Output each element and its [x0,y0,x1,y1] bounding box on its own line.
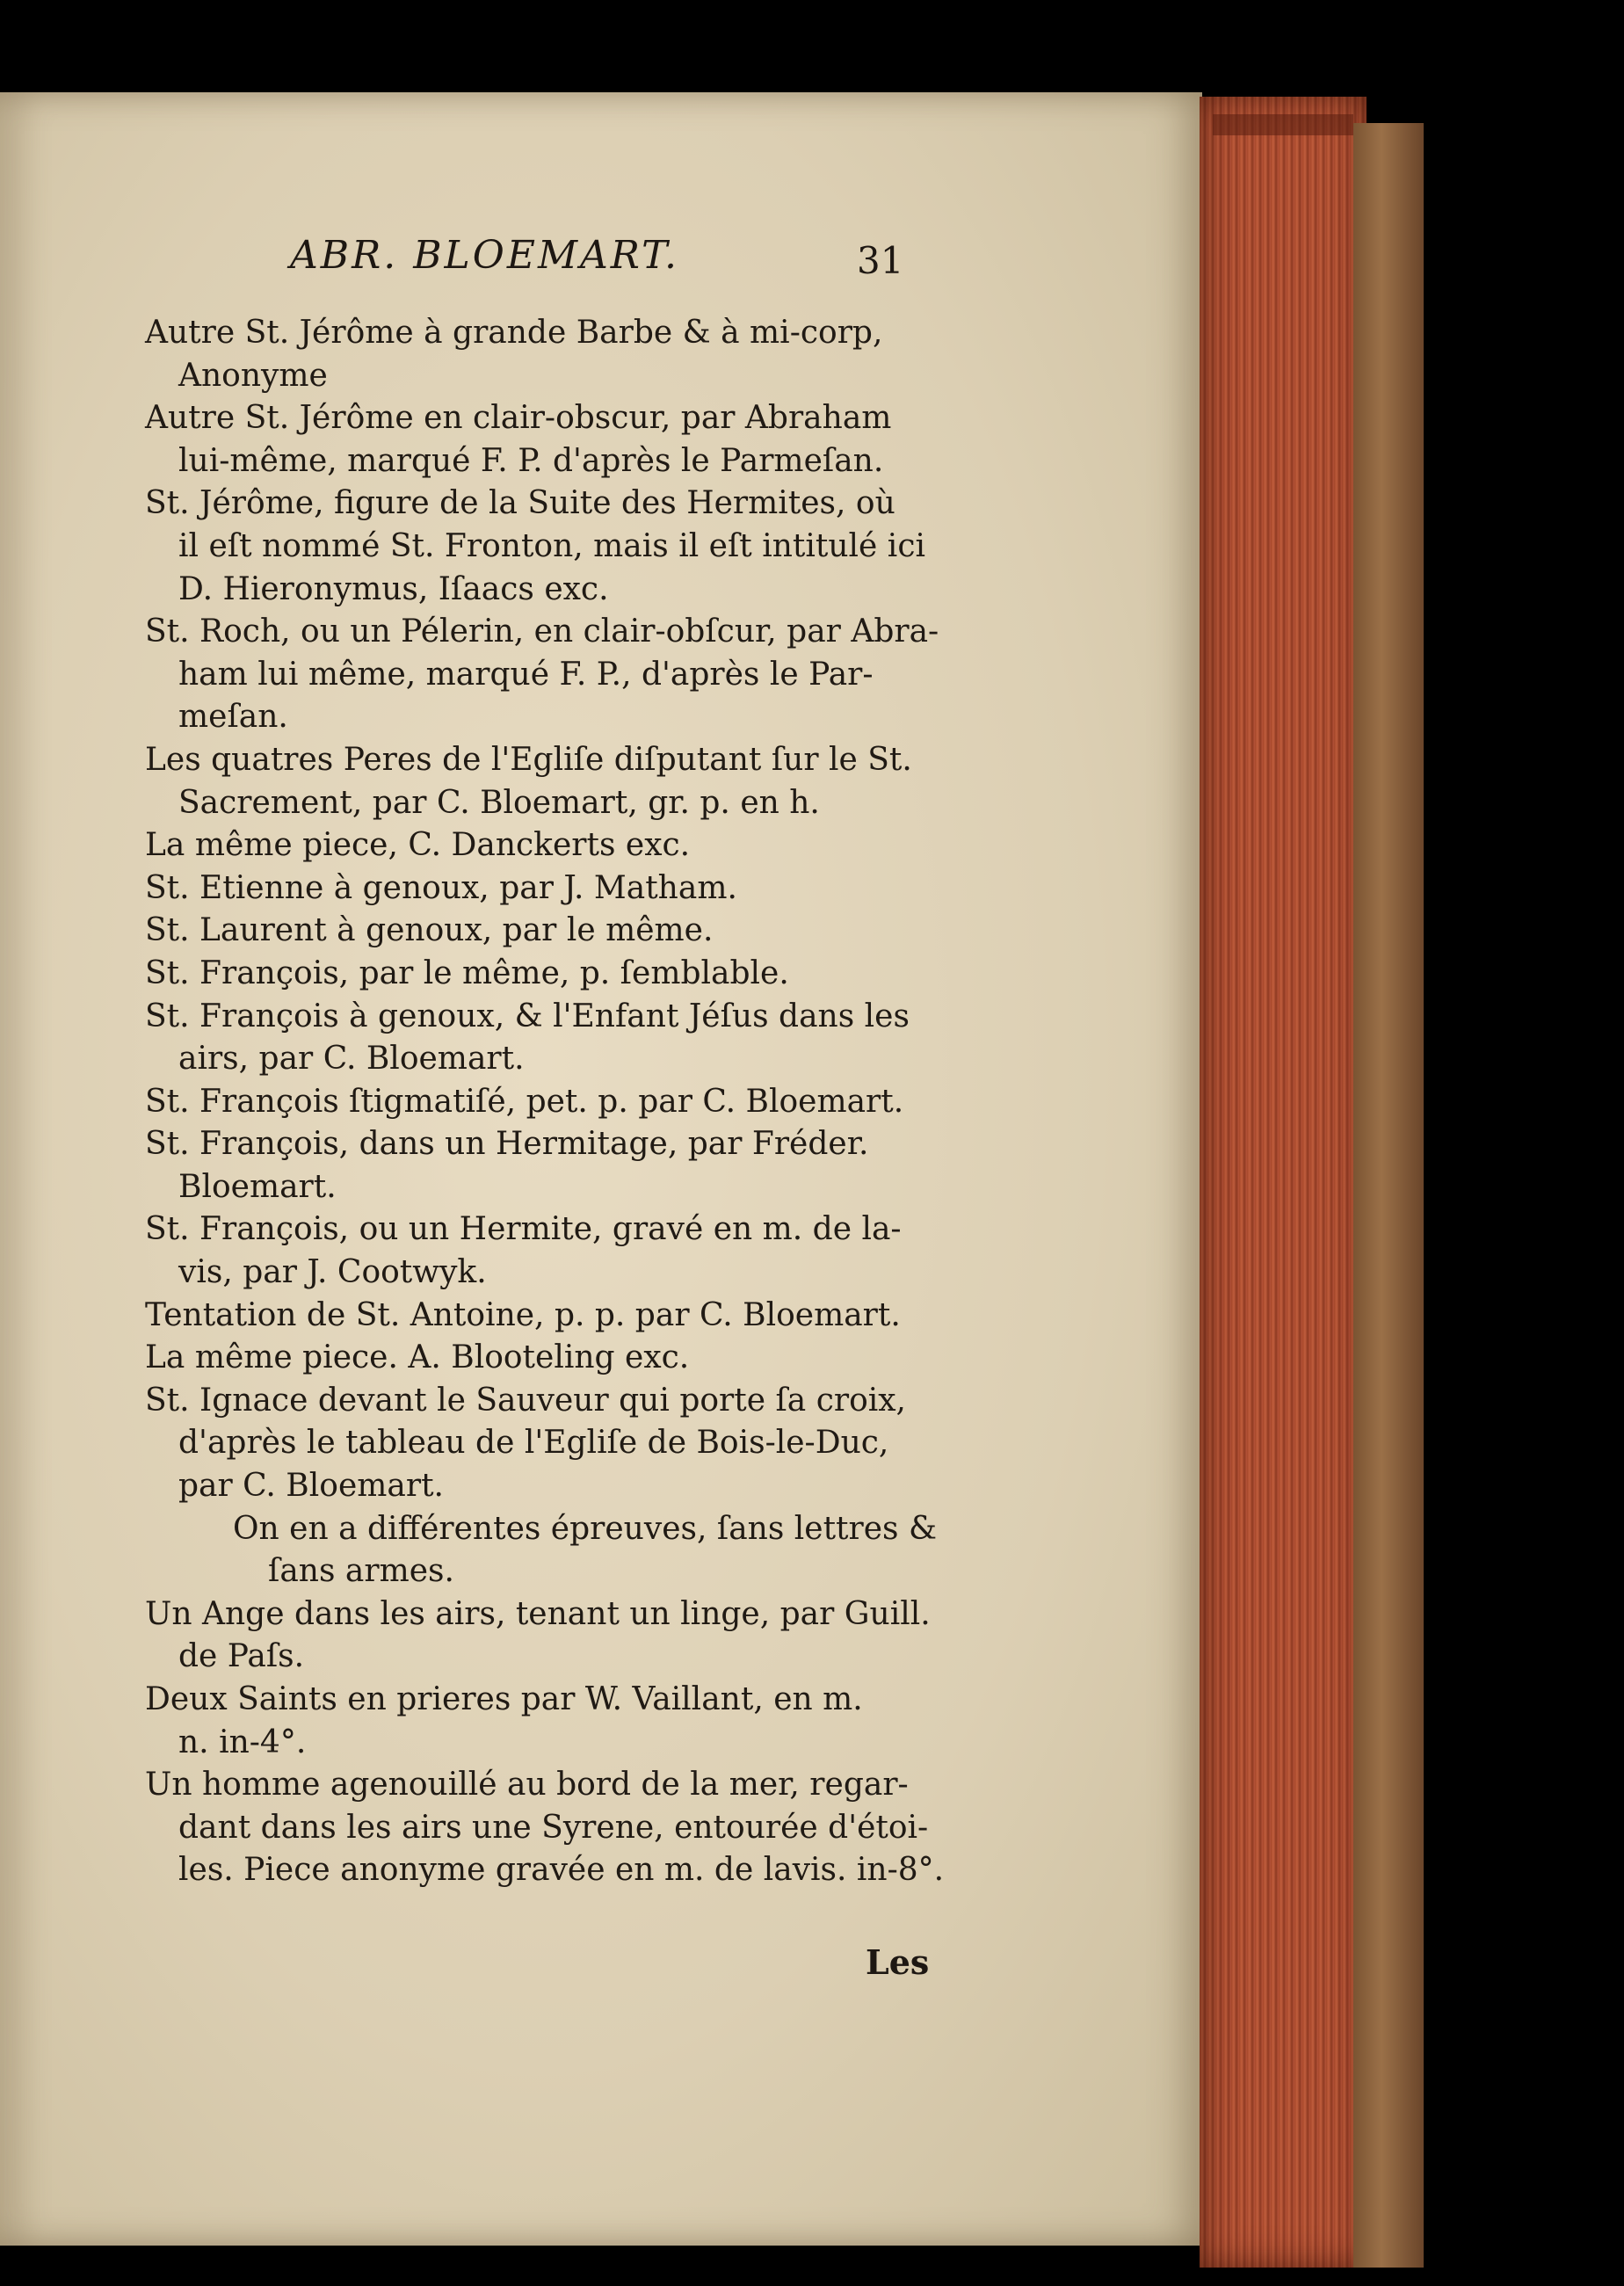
catalogue-entry [145,824,936,867]
entry-line: St. Jérôme, figure de la Suite des Hermites, où [145,485,895,522]
catalogue-entry [145,1123,936,1208]
entry-line: St. François, par le même, p. ſemblable. [145,954,789,991]
entry-line: La même piece, C. Danckerts exc. [145,827,691,864]
entry-line: les. Piece anonyme gravée en m. de lavis. in-8°. [178,1852,945,1889]
entry-line: On en a différentes épreuves, ſans lettres & [233,1510,937,1547]
fore-edge-shadow [1213,114,1353,135]
entry-line: St. François ſtigmatiſé, pet. p. par C. Bloemart. [145,1083,904,1120]
catalogue-entry [145,1081,936,1124]
catalogue-entry [145,1380,936,1508]
entry-line: Un Ange dans les airs, tenant un linge, par Guill. [145,1595,931,1632]
catalogue-entry [145,1679,936,1764]
entry-line: Bloemart. [178,1168,337,1205]
entry-line: vis, par J. Cootwyk. [178,1254,487,1291]
entry-line: lui-même, marqué F. P. d'après le Parmeſan. [178,442,884,479]
entry-line: meſan. [178,699,288,736]
entry-line: Autre St. Jérôme en clair-obscur, par Abraham [145,400,892,437]
entry-line: d'après le tableau de l'Egliſe de Bois-le-Duc, [178,1425,889,1462]
catalogue-entry [145,611,939,739]
catalogue-entry [145,1208,936,1294]
entry-line: St. Ignace devant le Sauveur qui porte ſa croix, [145,1382,907,1419]
entry-line: Sacrement, par C. Bloemart, gr. p. en h. [178,784,820,821]
catalogue-entry [145,910,936,953]
entry-line: St. François à genoux, & l'Enfant Jéſus dans les [145,998,910,1034]
book-cover-edge [1353,123,1424,2268]
entry-line: n. in-4°. [178,1724,307,1760]
catchword: Les [866,1942,930,1982]
entry-line: ſans armes. [268,1553,454,1590]
entry-line: Deux Saints en prieres par W. Vaillant, en m. [145,1681,863,1717]
entry-line: Un homme agenouillé au bord de la mer, regar- [145,1767,909,1803]
catalogue-entry [145,996,936,1081]
entry-line: airs, par C. Bloemart. [178,1041,525,1078]
entry-line: Tentation de St. Antoine, p. p. par C. Bloemart. [145,1296,901,1333]
catalogue-entry [145,867,936,911]
page-number: 31 [857,239,904,282]
catalogue-entry [145,397,936,483]
catalogue-entry [145,1337,936,1380]
catalogue-entry [145,483,936,611]
entry-line: de Paſs. [178,1638,305,1675]
entry-line: dant dans les airs une Syrene, entourée d'étoi- [178,1809,929,1846]
catalogue-entry [145,1764,945,1892]
entry-line: ham lui même, marqué F. P., d'après le Par- [178,656,874,693]
catalogue-entry [145,1295,936,1338]
catalogue-entry [145,312,936,397]
entry-line: La même piece. A. Blooteling exc. [145,1339,690,1376]
catalogue-note [145,1508,936,1593]
entry-line: Anonyme [178,357,328,394]
entry-line: Les quatres Peres de l'Egliſe diſputant ſur le St. [145,741,912,778]
entry-line: D. Hieronymus, Iſaacs exc. [178,570,609,607]
page-fore-edge [1200,97,1367,2268]
entry-line: Autre St. Jérôme à grande Barbe & à mi-corp, [145,315,883,351]
catalogue-entries [145,312,945,1892]
running-head: ABR. BLOEMART. [290,233,680,278]
catalogue-entry [145,953,936,996]
entry-line: il eſt nommé St. Fronton, mais il eſt intitulé ici [178,527,925,564]
entry-line: St. Laurent à genoux, par le même. [145,912,714,949]
entry-line: St. François, ou un Hermite, gravé en m. de la- [145,1211,902,1248]
catalogue-entry [145,1593,936,1679]
catalogue-entry [145,739,936,824]
entry-line: St. François, dans un Hermitage, par Fréder. [145,1126,869,1163]
entry-line: St. Etienne à genoux, par J. Matham. [145,869,737,906]
entry-line: St. Roch, ou un Pélerin, en clair-obſcur, par Abra- [145,613,939,650]
entry-line: par C. Bloemart. [178,1468,444,1505]
